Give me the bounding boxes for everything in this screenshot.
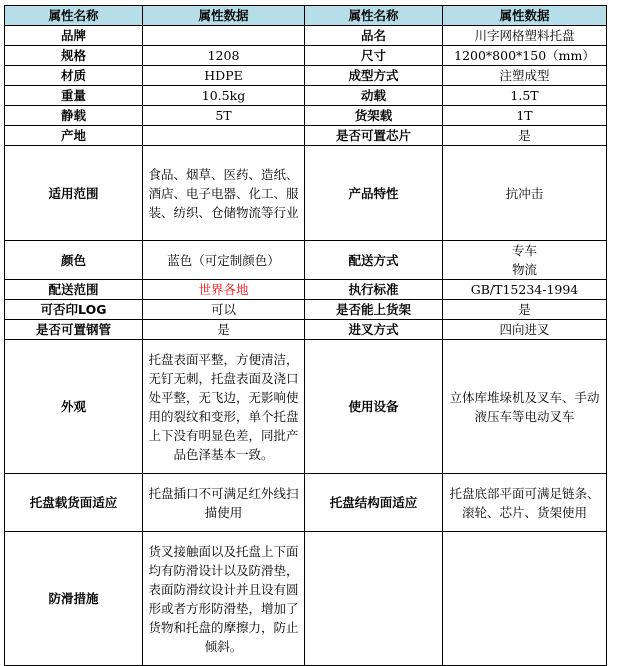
value-steel-pipe: 是 <box>143 320 305 340</box>
key-dynamic-load: 动载 <box>305 86 443 106</box>
key-delivery-method: 配送方式 <box>305 241 443 280</box>
header-attr-name-1: 属性名称 <box>5 6 143 26</box>
key-delivery-range: 配送范围 <box>5 280 143 300</box>
value-appearance: 托盘表面平整，方便清洁，无钉无刺，托盘表面及浇口处平整，无飞边，无影响使用的裂纹和变形，单个托盘上下没有明显色差，同批产品色泽基本一致。 <box>143 340 305 474</box>
value-model: 1208 <box>143 46 305 66</box>
value-material: HDPE <box>143 66 305 86</box>
value-chip: 是 <box>443 126 607 146</box>
value-structure-surface: 托盘底部平面可满足链条、滚轮、芯片、货架使用 <box>443 474 607 532</box>
delivery-method-line-2: 物流 <box>511 262 537 277</box>
key-static-load: 静载 <box>5 106 143 126</box>
value-rack-load: 1T <box>443 106 607 126</box>
value-applications: 食品、烟草、医药、造纸、酒店、电子电器、化工、服装、纺织、仓储物流等行业 <box>143 146 305 241</box>
key-rack-load: 货架载 <box>305 106 443 126</box>
key-size: 尺寸 <box>305 46 443 66</box>
value-fork-entry: 四向进叉 <box>443 320 607 340</box>
key-origin: 产地 <box>5 126 143 146</box>
table-row <box>5 106 607 126</box>
value-static-load: 5T <box>143 106 305 126</box>
table-row <box>5 300 607 320</box>
header-row <box>5 6 607 26</box>
header-attr-name-2: 属性名称 <box>305 6 443 26</box>
header-attr-data-2: 属性数据 <box>443 6 607 26</box>
key-standard: 执行标准 <box>305 280 443 300</box>
value-logo: 可以 <box>143 300 305 320</box>
key-chip: 是否可置芯片 <box>305 126 443 146</box>
table-row <box>5 340 607 474</box>
key-appearance: 外观 <box>5 340 143 474</box>
key-anti-slip: 防滑措施 <box>5 532 143 666</box>
key-product-name: 品名 <box>305 26 443 46</box>
value-dynamic-load: 1.5T <box>443 86 607 106</box>
table-row <box>5 26 607 46</box>
key-model: 规格 <box>5 46 143 66</box>
key-weight: 重量 <box>5 86 143 106</box>
value-anti-slip: 货叉接触面以及托盘上下面均有防滑设计以及防滑垫，表面防滑纹设计并且设有圆形或者方形防滑垫，增加了货物和托盘的摩擦力，防止倾斜。 <box>143 532 305 666</box>
spec-table <box>4 5 607 666</box>
value-equipment: 立体库堆垛机及叉车、手动液压车等电动叉车 <box>443 340 607 474</box>
header-attr-data-1: 属性数据 <box>143 6 305 26</box>
value-on-rack: 是 <box>443 300 607 320</box>
key-fork-entry: 进叉方式 <box>305 320 443 340</box>
key-molding: 成型方式 <box>305 66 443 86</box>
table-row <box>5 126 607 146</box>
value-brand <box>143 26 305 46</box>
value-delivery-range: 世界各地 <box>143 280 305 300</box>
key-applications: 适用范围 <box>5 146 143 241</box>
key-steel-pipe: 是否可置钢管 <box>5 320 143 340</box>
value-origin <box>143 126 305 146</box>
table-row <box>5 474 607 532</box>
table-row <box>5 46 607 66</box>
table-row <box>5 280 607 300</box>
value-delivery-method <box>443 241 607 280</box>
table-row <box>5 66 607 86</box>
key-on-rack: 是否能上货架 <box>305 300 443 320</box>
value-product-name: 川字网格塑料托盘 <box>443 26 607 46</box>
table-row <box>5 320 607 340</box>
table-row <box>5 146 607 241</box>
key-color: 颜色 <box>5 241 143 280</box>
delivery-method-line-1: 专车 <box>511 243 537 258</box>
table-row <box>5 86 607 106</box>
key-empty <box>305 532 443 666</box>
key-structure-surface: 托盘结构面适应 <box>305 474 443 532</box>
value-features: 抗冲击 <box>443 146 607 241</box>
value-weight: 10.5kg <box>143 86 305 106</box>
value-molding: 注塑成型 <box>443 66 607 86</box>
key-brand: 品牌 <box>5 26 143 46</box>
value-color: 蓝色（可定制颜色） <box>143 241 305 280</box>
table-row <box>5 532 607 666</box>
key-logo: 可否印LOG <box>5 300 143 320</box>
value-standard: GB/T15234-1994 <box>443 280 607 300</box>
key-features: 产品特性 <box>305 146 443 241</box>
table-row <box>5 241 607 280</box>
value-empty <box>443 532 607 666</box>
key-load-surface: 托盘载货面适应 <box>5 474 143 532</box>
value-load-surface: 托盘插口不可满足红外线扫描使用 <box>143 474 305 532</box>
key-material: 材质 <box>5 66 143 86</box>
value-size: 1200*800*150（mm） <box>443 46 607 66</box>
key-equipment: 使用设备 <box>305 340 443 474</box>
